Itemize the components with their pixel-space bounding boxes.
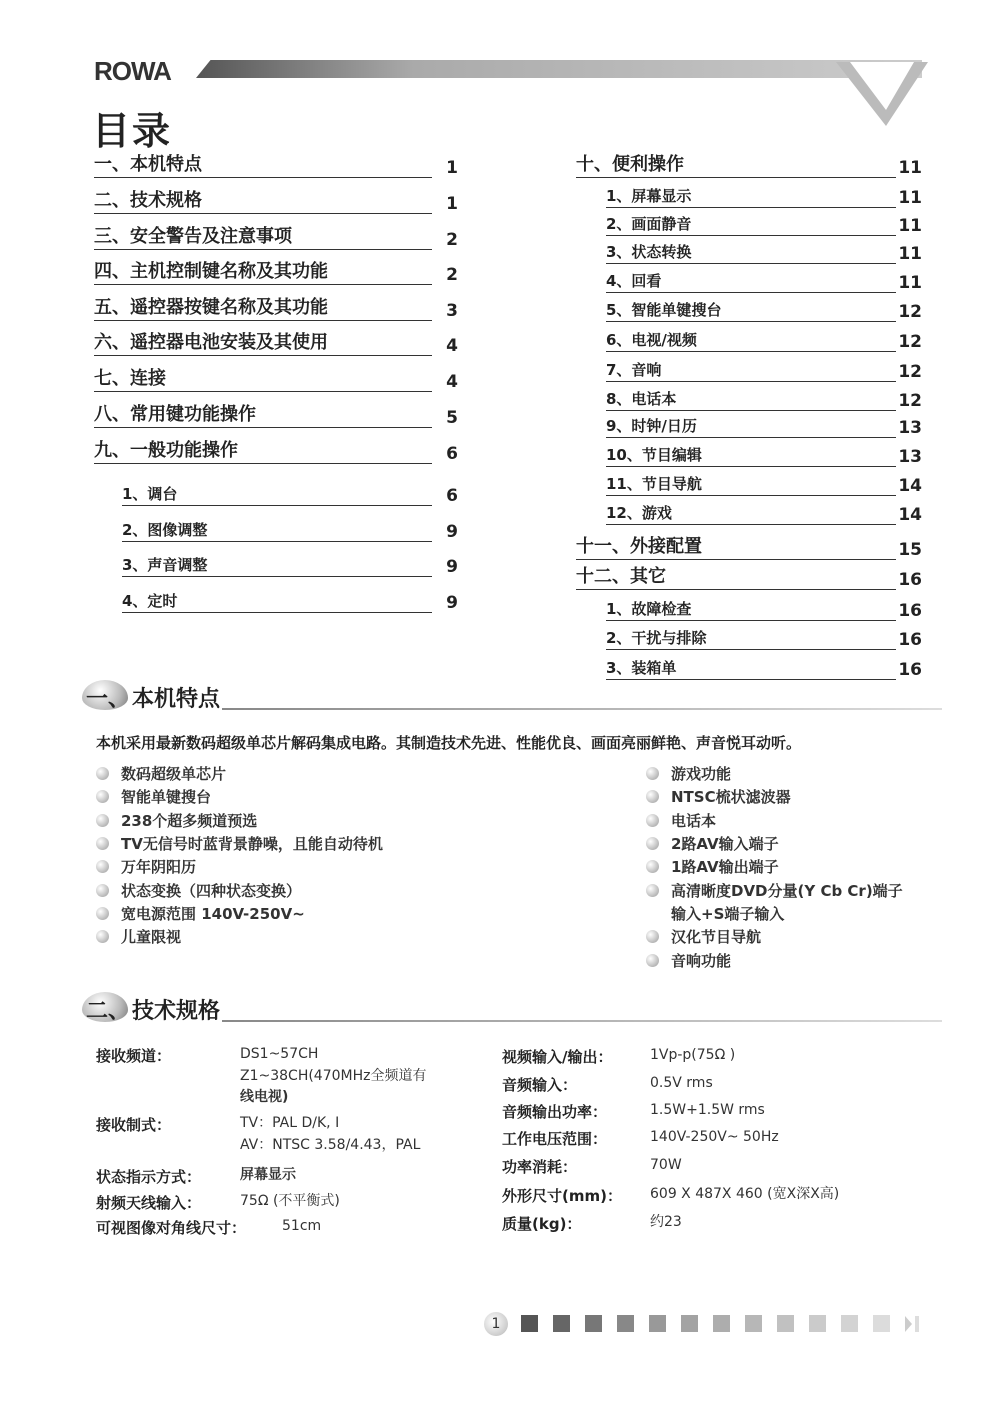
section-divider: [222, 1020, 942, 1022]
spec-value: TV：PAL D/K, I: [240, 1115, 340, 1131]
toc-entry-page: 13: [898, 418, 922, 438]
toc-entry[interactable]: [576, 530, 922, 560]
spec-value: 70W: [650, 1157, 682, 1173]
spec-value: 609 X 487X 460 (宽X深X高): [650, 1186, 840, 1202]
features-left-list: [96, 762, 383, 948]
spec-label: 接收频道：: [96, 1047, 172, 1065]
page-indicator-square: [553, 1315, 570, 1332]
next-arrow-icon: [902, 1314, 922, 1334]
toc-subentry[interactable]: [122, 512, 458, 542]
toc-entry-label: 5、智能单键搜台: [606, 299, 896, 322]
bullet-icon: [646, 790, 659, 803]
section-title: 本机特点: [132, 687, 221, 712]
features-right-list: [646, 762, 903, 972]
spec-value: 1Vp-p(75Ω ): [650, 1047, 736, 1063]
bullet-icon: [646, 767, 659, 780]
spec-value: 140V-250V~ 50Hz: [650, 1129, 779, 1145]
toc-entry-label: 四、主机控制键名称及其功能: [94, 257, 432, 285]
spec-label: 外形尺寸(mm)：: [502, 1187, 622, 1205]
page-indicator-square: [777, 1315, 794, 1332]
toc-entry-page: 9: [446, 557, 458, 577]
toc-entry-label: 3、声音调整: [122, 554, 432, 577]
page-indicator-square: [617, 1315, 634, 1332]
toc-subentry[interactable]: [606, 322, 922, 352]
spec-value: 屏幕显示: [240, 1167, 296, 1183]
toc-entry[interactable]: [94, 434, 458, 464]
toc-entry-page: 15: [898, 540, 922, 560]
toc-entry[interactable]: [94, 398, 458, 428]
toc-entry-label: 6、电视/视频: [606, 329, 896, 352]
spec-value: 0.5V rms: [650, 1075, 713, 1091]
toc-entry[interactable]: [94, 326, 458, 356]
spec-label: 状态指示方式：: [96, 1168, 202, 1186]
toc-subentry[interactable]: [606, 495, 922, 525]
toc-entry-label: 十二、其它: [576, 562, 896, 590]
toc-entry[interactable]: [576, 560, 922, 590]
toc-entry-label: 二、技术规格: [94, 186, 432, 214]
toc-entry-page: 11: [898, 244, 922, 264]
toc-subentry[interactable]: [606, 620, 922, 650]
toc-subentry[interactable]: [606, 381, 922, 411]
toc-entry[interactable]: [94, 255, 458, 285]
toc-entry-page: 11: [898, 273, 922, 293]
spec-value: 51cm: [282, 1218, 322, 1234]
page-indicator-square: [713, 1315, 730, 1332]
bullet-icon: [96, 907, 109, 920]
section-divider: [222, 708, 942, 710]
toc-entry[interactable]: [94, 220, 458, 250]
toc-entry-label: 11、节目导航: [606, 473, 896, 496]
toc-entry-page: 11: [898, 216, 922, 236]
toc-entry-label: 十、便利操作: [576, 150, 896, 178]
page-indicator-square: [809, 1315, 826, 1332]
toc-entry-page: 1: [446, 194, 458, 214]
toc-entry-page: 9: [446, 593, 458, 613]
toc-entry-page: 1: [446, 158, 458, 178]
toc-entry-page: 14: [898, 476, 922, 496]
toc-entry-label: 2、画面静音: [606, 213, 896, 236]
toc-entry-label: 7、音响: [606, 359, 896, 382]
list-item: 1路AV输出端子: [646, 855, 903, 878]
bullet-icon: [96, 884, 109, 897]
page-indicator-square: [841, 1315, 858, 1332]
toc-entry-label: 九、一般功能操作: [94, 436, 432, 464]
spec-value: 1.5W+1.5W rms: [650, 1102, 765, 1118]
toc-subentry[interactable]: [606, 437, 922, 467]
spec-value: 线电视): [240, 1089, 289, 1105]
bullet-icon: [96, 767, 109, 780]
toc-entry-label: 9、时钟/日历: [606, 415, 896, 438]
section-header-specs: [82, 992, 942, 1028]
toc-subentry[interactable]: [606, 292, 922, 322]
list-item: 数码超级单芯片: [96, 762, 383, 785]
toc-entry-page: 11: [898, 158, 922, 178]
section-number: 一、: [86, 687, 131, 712]
toc-entry-label: 2、干扰与排除: [606, 627, 896, 650]
toc-subentry[interactable]: [606, 650, 922, 680]
section-header-features: [82, 680, 942, 716]
brand-logo: ROWA: [94, 56, 171, 86]
toc-entry-label: 五、遥控器按键名称及其功能: [94, 293, 432, 321]
bullet-icon: [646, 860, 659, 873]
toc-entry-page: 12: [898, 332, 922, 352]
toc-entry-label: 七、连接: [94, 364, 432, 392]
toc-entry-page: 13: [898, 447, 922, 467]
page-indicator-square: [745, 1315, 762, 1332]
page-indicator-square: [873, 1315, 890, 1332]
list-item: 汉化节目导航: [646, 925, 903, 948]
toc-entry-page: 3: [446, 301, 458, 321]
list-item: 电话本: [646, 809, 903, 832]
bullet-icon: [646, 837, 659, 850]
section-number: 二、: [86, 999, 131, 1024]
page-indicator-square: [681, 1315, 698, 1332]
toc-entry-page: 2: [446, 265, 458, 285]
toc-entry-page: 4: [446, 372, 458, 392]
bullet-icon: [96, 837, 109, 850]
toc-entry-label: 1、调台: [122, 483, 432, 506]
toc-entry-label: 1、故障检查: [606, 598, 896, 621]
spec-label: 接收制式：: [96, 1116, 172, 1134]
toc-subentry[interactable]: [606, 408, 922, 438]
header-v-shape: [836, 58, 928, 128]
toc-entry-label: 4、定时: [122, 590, 432, 613]
toc-entry-label: 2、图像调整: [122, 519, 432, 542]
toc-entry-page: 16: [898, 570, 922, 590]
toc-entry-page: 12: [898, 302, 922, 322]
list-item: 游戏功能: [646, 762, 903, 785]
toc-entry-page: 4: [446, 336, 458, 356]
list-item-continuation: 输入+S端子输入: [671, 904, 785, 923]
section-title: 技术规格: [132, 999, 221, 1024]
spec-value: Z1~38CH(470MHz全频道有: [240, 1068, 427, 1084]
toc-title: 目录: [92, 109, 173, 153]
toc-entry-label: 三、安全警告及注意事项: [94, 222, 432, 250]
toc-entry-page: 16: [898, 601, 922, 621]
bullet-icon: [96, 790, 109, 803]
toc-entry-label: 10、节目编辑: [606, 444, 896, 467]
spec-label: 工作电压范围：: [502, 1130, 608, 1148]
spec-value: 约23: [650, 1214, 682, 1230]
list-item: 高清晰度DVD分量(Y Cb Cr)端子: [646, 878, 903, 901]
features-intro: 本机采用最新数码超级单芯片解码集成电路。其制造技术先进、性能优良、画面亮丽鲜艳、声音悦耳动听。: [96, 734, 802, 752]
toc-subentry[interactable]: [122, 583, 458, 613]
toc-entry-label: 12、游戏: [606, 502, 896, 525]
toc-entry[interactable]: [94, 184, 458, 214]
toc-entry-label: 一、本机特点: [94, 150, 432, 178]
toc-entry-label: 3、状态转换: [606, 241, 896, 264]
toc-entry-label: 六、遥控器电池安装及其使用: [94, 328, 432, 356]
list-item: 音响功能: [646, 948, 903, 971]
toc-entry[interactable]: [576, 148, 922, 178]
toc-subentry[interactable]: [606, 178, 922, 208]
spec-value: 75Ω (不平衡式): [240, 1193, 340, 1209]
toc-entry-label: 8、电话本: [606, 388, 896, 411]
toc-entry-page: 11: [898, 188, 922, 208]
toc-entry-page: 12: [898, 391, 922, 411]
header-bar: [196, 60, 922, 78]
toc-entry-label: 3、装箱单: [606, 657, 896, 680]
spec-label: 音频输出功率：: [502, 1103, 608, 1121]
list-item: 2路AV输入端子: [646, 832, 903, 855]
list-item: 万年阴阳历: [96, 855, 383, 878]
spec-label: 音频输入：: [502, 1076, 578, 1094]
toc-entry-page: 16: [898, 630, 922, 650]
list-item: 智能单键搜台: [96, 785, 383, 808]
toc-subentry[interactable]: [122, 476, 458, 506]
toc-subentry[interactable]: [606, 352, 922, 382]
bullet-icon: [646, 884, 659, 897]
bullet-icon: [96, 860, 109, 873]
toc-entry-label: 1、屏幕显示: [606, 185, 896, 208]
toc-subentry[interactable]: [606, 466, 922, 496]
toc-entry-page: 14: [898, 505, 922, 525]
spec-value: AV：NTSC 3.58/4.43，PAL: [240, 1137, 421, 1153]
toc-entry-label: 4、回看: [606, 270, 896, 293]
spec-label: 射频天线输入：: [96, 1194, 202, 1212]
toc-entry-page: 6: [446, 444, 458, 464]
toc-entry[interactable]: [94, 362, 458, 392]
list-item: 儿童限视: [96, 925, 383, 948]
toc-subentry[interactable]: [606, 263, 922, 293]
toc-entry-label: 八、常用键功能操作: [94, 400, 432, 428]
toc-entry-page: 5: [446, 408, 458, 428]
toc-entry-page: 9: [446, 522, 458, 542]
toc-subentry[interactable]: [122, 547, 458, 577]
spec-label: 质量(kg)：: [502, 1215, 582, 1233]
spec-label: 功率消耗：: [502, 1158, 578, 1176]
toc-entry-page: 12: [898, 362, 922, 382]
toc-entry-page: 2: [446, 230, 458, 250]
list-item: TV无信号时蓝背景静噪，且能自动待机: [96, 832, 383, 855]
toc-subentry[interactable]: [606, 591, 922, 621]
toc-entry-page: 6: [446, 486, 458, 506]
toc-subentry[interactable]: [606, 234, 922, 264]
page-indicator-square: [521, 1315, 538, 1332]
bullet-icon: [646, 814, 659, 827]
page-indicator-square: [649, 1315, 666, 1332]
bullet-icon: [646, 930, 659, 943]
page-number: 1: [484, 1312, 508, 1336]
toc-entry[interactable]: [94, 148, 458, 178]
spec-label: 视频输入/输出：: [502, 1048, 613, 1066]
list-item: 宽电源范围 140V-250V~: [96, 902, 383, 925]
bullet-icon: [646, 954, 659, 967]
toc-entry-label: 十一、外接配置: [576, 532, 896, 560]
list-item: 状态变换（四种状态变换）: [96, 878, 383, 901]
toc-entry[interactable]: [94, 291, 458, 321]
bullet-icon: [96, 930, 109, 943]
spec-label: 可视图像对角线尺寸：: [96, 1219, 247, 1237]
spec-value: DS1~57CH: [240, 1046, 319, 1062]
list-item: 238个超多频道预选: [96, 809, 383, 832]
toc-entry-page: 16: [898, 660, 922, 680]
list-item: NTSC梳状滤波器: [646, 785, 903, 808]
bullet-icon: [96, 814, 109, 827]
toc-subentry[interactable]: [606, 206, 922, 236]
page-indicator-square: [585, 1315, 602, 1332]
